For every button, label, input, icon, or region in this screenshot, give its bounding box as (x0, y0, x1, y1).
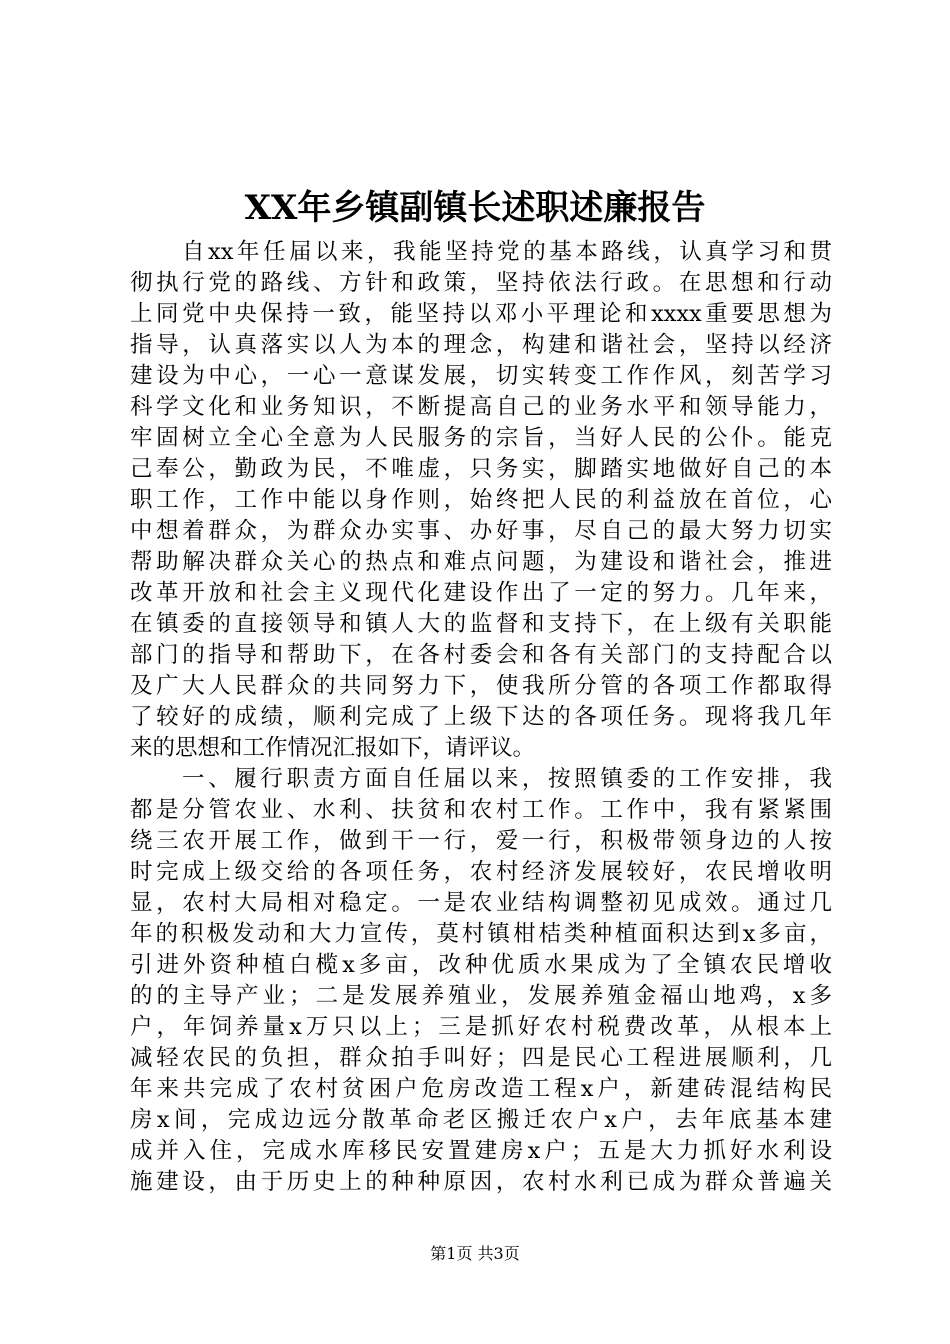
text-line: 引进外资种植白榄x多亩，改种优质水果成为了全镇农民增收 (130, 952, 832, 978)
text-line: 及广大人民群众的共同努力下，使我所分管的各项工作都取得 (130, 673, 832, 699)
text-line: 指导，认真落实以人为本的理念，构建和谐社会，坚持以经济 (130, 332, 832, 358)
text-line: 绕三农开展工作，做到干一行，爱一行，积极带领身边的人按 (130, 828, 832, 854)
text-line: 牢固树立全心全意为人民服务的宗旨，当好人民的公仆。能克 (130, 425, 832, 451)
text-line: 一、履行职责方面自任届以来，按照镇委的工作安排，我 (182, 766, 832, 792)
text-line: 自xx年任届以来，我能坚持党的基本路线，认真学习和贯 (182, 239, 832, 265)
text-line: 来的思想和工作情况汇报如下，请评议。 (130, 735, 536, 761)
text-line: 彻执行党的路线、方针和政策，坚持依法行政。在思想和行动 (130, 270, 832, 296)
text-line: 中想着群众，为群众办实事、办好事，尽自己的最大努力切实 (130, 518, 832, 544)
text-line: 改革开放和社会主义现代化建设作出了一定的努力。几年来， (130, 580, 832, 606)
text-line: 部门的指导和帮助下，在各村委会和各有关部门的支持配合以 (130, 642, 832, 668)
text-line: 减轻农民的负担，群众拍手叫好；四是民心工程进展顺利，几 (130, 1045, 832, 1071)
text-line: 时完成上级交给的各项任务，农村经济发展较好，农民增收明 (130, 859, 832, 885)
text-line: 成并入住，完成水库移民安置建房x户；五是大力抓好水利设 (130, 1138, 832, 1164)
text-line: 户，年饲养量x万只以上；三是抓好农村税费改革，从根本上 (130, 1014, 832, 1040)
text-line: 帮助解决群众关心的热点和难点问题，为建设和谐社会，推进 (130, 549, 832, 575)
text-line: 年的积极发动和大力宣传，莫村镇柑桔类种植面积达到x多亩， (130, 921, 832, 947)
text-line: 房x间，完成边远分散革命老区搬迁农户x户，去年底基本建 (130, 1107, 832, 1133)
text-line: 的的主导产业；二是发展养殖业，发展养殖金福山地鸡，x多 (130, 983, 832, 1009)
text-line: 在镇委的直接领导和镇人大的监督和支持下，在上级有关职能 (130, 611, 832, 637)
text-line: 显，农村大局相对稳定。一是农业结构调整初见成效。通过几 (130, 890, 832, 916)
page-number-footer: 第1页 共3页 (430, 1244, 520, 1263)
text-line: 上同党中央保持一致，能坚持以邓小平理论和xxxx重要思想为 (130, 301, 832, 327)
text-line: 科学文化和业务知识，不断提高自己的业务水平和领导能力， (130, 394, 832, 420)
text-line: 都是分管农业、水利、扶贫和农村工作。工作中，我有紧紧围 (130, 797, 832, 823)
text-line: 建设为中心，一心一意谋发展，切实转变工作作风，刻苦学习 (130, 363, 832, 389)
document-body (130, 237, 832, 1198)
document-title: XX年乡镇副镇长述职述廉报告 (244, 188, 706, 228)
text-line: 年来共完成了农村贫困户危房改造工程x户，新建砖混结构民 (130, 1076, 832, 1102)
text-line: 施建设，由于历史上的种种原因，农村水利已成为群众普遍关 (130, 1169, 832, 1195)
text-line: 己奉公，勤政为民，不唯虚，只务实，脚踏实地做好自己的本 (130, 456, 832, 482)
text-line: 了较好的成绩，顺利完成了上级下达的各项任务。现将我几年 (130, 704, 832, 730)
text-line: 职工作，工作中能以身作则，始终把人民的利益放在首位，心 (130, 487, 832, 513)
